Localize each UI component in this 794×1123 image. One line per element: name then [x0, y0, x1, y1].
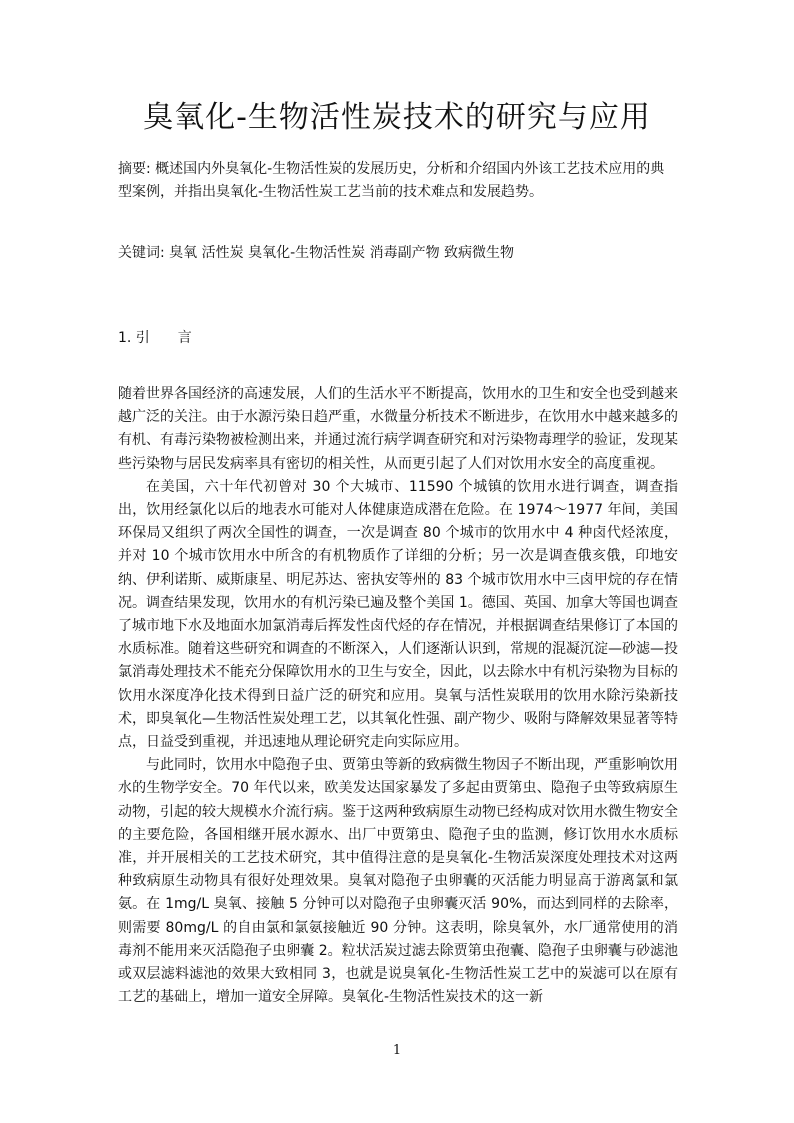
abstract: 摘要: 概述国内外臭氧化-生物活性炭的发展历史，分析和介绍国内外该工艺技术应用的典型案例，并指出臭氧化-生物活性炭工艺当前的技术难点和发展趋势。 [118, 161, 665, 200]
document-title: 臭氧化-生物活性炭技术的研究与应用 [143, 100, 651, 135]
paragraph: 与此同时，饮用水中隐孢子虫、贾第虫等新的致病微生物因子不断出现，严重影响饮用水的生物学安全。70 年代以来，欧美发达国家暴发了多起由贾第虫、隐孢子虫等致病原生动物，引起的较大规模水介流行病。鉴于这两种致病原生动物已经构成对饮用水微生物安全的主要危险，各国相继开展水源水、出厂中贾第虫、隐孢子虫的监测，修订饮用水水质标准，并开展相关的工艺技术研究，其中值得注意的是臭氧化-生物活炭深度处理技术对这两种致病原生动物具有很好处理效果。臭氧对隐孢子虫卵囊的灭活能力明显高于游离氯和氯氨。在 1mg/L 臭氧、接触 5 分钟可以对隐孢子虫卵囊灭活 90%，而达到同样的去除率，则需要 80mg/L 的自由氯和氯氨接触近 90 分钟。这表明，除臭氧外，水厂通常使用的消毒剂不能用来灭活隐孢子虫卵囊 2。粒状活炭过滤去除贾第虫孢囊、隐孢子虫卵囊与砂滤池或双层滤料滤池的效果大致相同 3，也就是说臭氧化-生物活性炭工艺中的炭滤可以在原有工艺的基础上，增加一道安全屏障。臭氧化-生物活性炭技术的这一新 [118, 757, 678, 1006]
paragraph: 在美国，六十年代初曾对 30 个大城市、11590 个城镇的饮用水进行调查，调查指出，饮用经氯化以后的地表水可能对人体健康造成潜在危险。在 1974～1977 年间，美国环保局又组织了两次全国性的调查，一次是调查 80 个城市的饮用水中 4 种卤代烃浓度，并对 10 个城市饮用水中所含的有机物质作了详细的分析；另一次是调查俄亥俄，印地安纳、伊利诺斯、威斯康星、明尼苏达、密执安等州的 83 个城市饮用水中三卤甲烷的存在情况。调查结果发现，饮用水的有机污染已遍及整个美国 1。德国、英国、加拿大等国也调查了城市地下水及地面水加氯消毒后挥发性卤代烃的存在情况，并根据调查结果修订了本国的水质标准。随着这些研究和调查的不断深入，人们逐渐认识到，常规的混凝沉淀—砂滤—投氯消毒处理技术不能充分保障饮用水的卫生与安全，因此，以去除水中有机污染物为目标的饮用水深度净化技术得到日益广泛的研究和应用。臭氧与活性炭联用的饮用水除污染新技术，即臭氧化—生物活性炭处理工艺，以其氧化性强、副产物少、吸附与降解效果显著等特点，日益受到重视，并迅速地从理论研究走向实际应用。 [118, 478, 678, 751]
section-heading: 1. 引 言 [118, 330, 192, 346]
keywords: 关键词: 臭氧 活性炭 臭氧化-生物活性炭 消毒副产物 致病微生物 [118, 245, 515, 261]
page-number: 1 [392, 1043, 402, 1058]
body-text [118, 383, 678, 1009]
paragraph: 随着世界各国经济的高速发展，人们的生活水平不断提高，饮用水的卫生和安全也受到越来越广泛的关注。由于水源污染日趋严重，水微量分析技术不断进步，在饮用水中越来越多的有机、有毒污染物被检测出来，并通过流行病学调查研究和对污染物毒理学的验证，发现某些污染物与居民发病率具有密切的相关性，从而更引起了人们对饮用水安全的高度重视。 [118, 386, 678, 472]
